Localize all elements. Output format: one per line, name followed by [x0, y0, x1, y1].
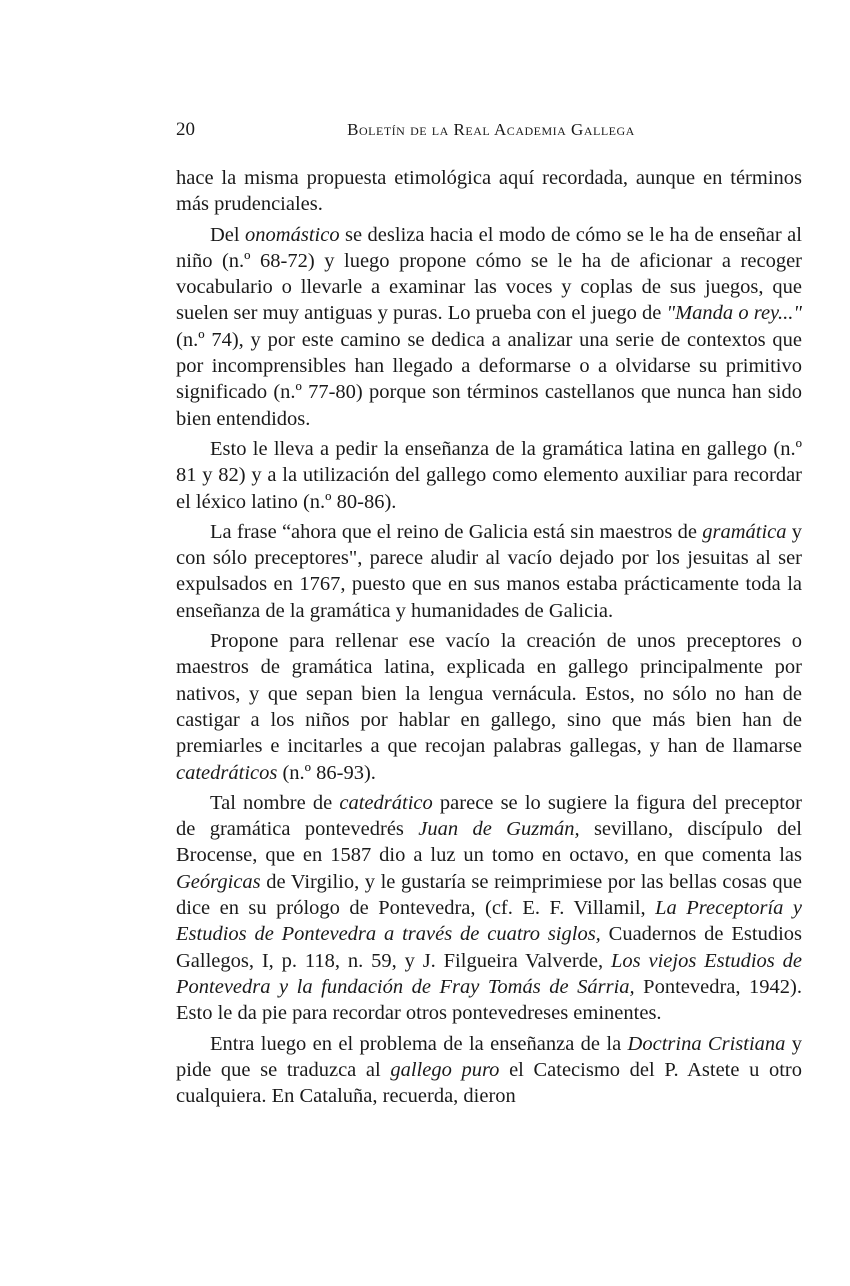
text-run: hace la misma propuesta etimológica aquí recordada, aunque en términos más prudenciales. [176, 167, 802, 216]
paragraph [176, 1031, 802, 1110]
italic-text: La Preceptoría y Estudios de Pontevedra a través de cuatro siglos, [176, 897, 803, 946]
text-run: y pide que se traduzca al [176, 1032, 802, 1081]
paragraph [176, 519, 802, 624]
text-run: sevillano, discípulo del Brocense, que en 1587 dio a luz un tomo en octavo, en que comenta las [176, 818, 802, 867]
italic-text: onomástico [245, 223, 340, 246]
paragraph [176, 628, 802, 786]
italic-text: gallego puro [390, 1058, 500, 1081]
page-number: 20 [176, 119, 195, 140]
text-run: (n.º 86-93). [277, 761, 376, 784]
italic-text: Geórgicas [176, 870, 261, 893]
italic-text: Doctrina Cristiana [627, 1032, 786, 1055]
text-run: Del [210, 223, 246, 246]
italic-text: "Manda o rey..." [666, 302, 802, 325]
page-header [176, 117, 806, 143]
text-run: parece se lo sugiere la figura del preceptor de gramática pontevedrés [176, 791, 802, 841]
text-run: el Catecismo del P. Astete u otro cualquiera. En Cataluña, recuerda, dieron [176, 1058, 802, 1108]
running-title: Boletín de la Real Academia Gallega [347, 120, 635, 139]
italic-text: catedrático [339, 791, 433, 814]
italic-text: gramática [702, 520, 787, 543]
text-run: Pontevedra, 1942). Esto le da pie para recordar otros pontevedreses eminentes. [176, 975, 802, 1025]
body-text [176, 165, 802, 1113]
text-run: y con sólo preceptores", parece aludir al vacío dejado por los jesuitas al ser expulsados en 1767, puesto que en sus manos estaba prácticamente toda la enseñanza de la gramática y humanidades de Galicia. [176, 520, 803, 622]
paragraph [176, 790, 802, 1027]
text-run: Cuadernos de Estudios Gallegos, I, p. 118, n. 59, y J. Filgueira Valverde, [176, 923, 802, 972]
text-run: Propone para rellenar ese vacío la creación de unos preceptores o maestros de gramática latina, explicada en gallego principalmente por nativos, y que sepan bien la lengua vernácula. Estos, no sólo no han de castigar a los niños por hablar en gallego, sino que más bien han de premiarles e incitarles a que recojan palabras gallegas, y han de llamarse [176, 630, 802, 758]
italic-text: Los viejos Estudios de Pontevedra y la fundación de Fray Tomás de Sárria, [176, 949, 802, 998]
text-run: Esto le lleva a pedir la enseñanza de la gramática latina en gallego (n.º 81 y 82) y a la utilización del gallego como elemento auxiliar para recordar el léxico latino (n.º 80-86). [176, 437, 802, 513]
text-run: Entra luego en el problema de la enseñanza de la [210, 1032, 628, 1055]
text-run: La frase “ahora que el reino de Galicia está sin maestros de [210, 520, 703, 543]
paragraph [176, 165, 802, 218]
italic-text: catedráticos [176, 761, 278, 784]
text-run: de Virgilio, y le gustaría se reimprimiese por las bellas cosas que dice en su prólogo de Pontevedra, (cf. E. F. Villamil, [176, 870, 802, 920]
italic-text: Juan de Guzmán, [418, 818, 580, 841]
text-run: Tal nombre de [210, 791, 340, 814]
text-run: se desliza hacia el modo de cómo se le ha de enseñar al niño (n.º 68-72) y luego propone cómo se le ha de aficionar a recoger vocabulario o llevarle a examinar las voces y coplas de sus juegos, que suelen ser muy antiguas y puras. Lo prueba con el juego de [176, 223, 802, 325]
paragraph [176, 222, 802, 432]
paragraph [176, 436, 802, 515]
text-run: (n.º 74), y por este camino se dedica a analizar una serie de contextos que por incomprensibles han llegado a deformarse o a olvidarse su primitivo significado (n.º 77-80) porque son términos castellanos que nunca han sido bien entendidos. [176, 328, 802, 430]
